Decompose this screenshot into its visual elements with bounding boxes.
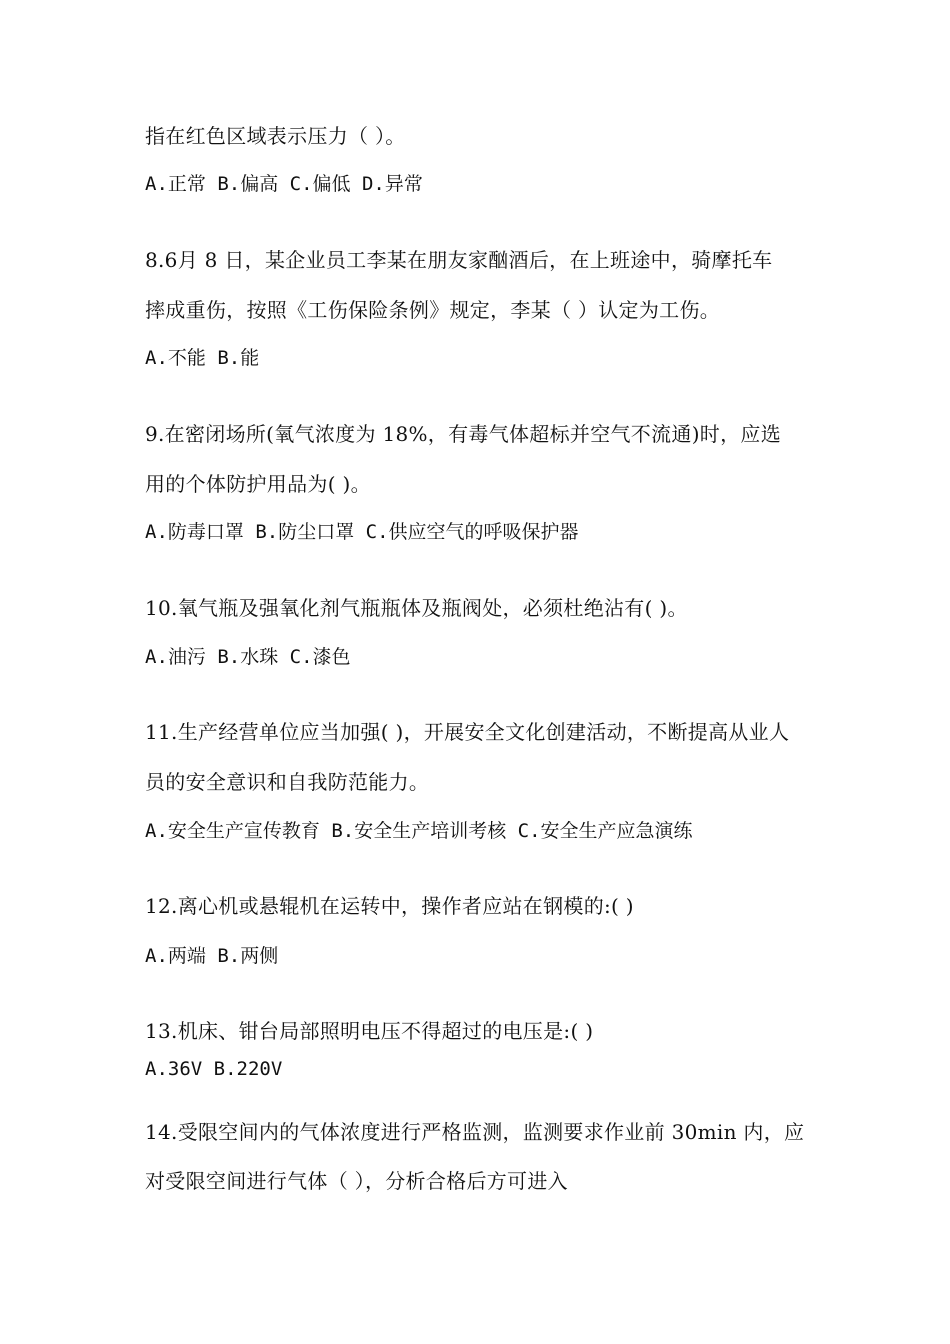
question-13-text: 13.机床、钳台局部照明电压不得超过的电压是:( ) (145, 1019, 594, 1043)
question-7-text-line-2: 指在红色区域表示压力（ ）。 (145, 124, 406, 148)
question-7-options: A.正常 B.偏高 C.偏低 D.异常 (145, 173, 423, 195)
question-11-text-line-1: 11.生产经营单位应当加强( )，开展安全文化创建活动，不断提高从业人 (145, 720, 790, 744)
question-11-text-line-2: 员的安全意识和自我防范能力。 (145, 770, 430, 794)
question-14-text-line-2: 对受限空间进行气体（ ），分析合格后方可进入 (145, 1169, 568, 1193)
question-8-text-line-1: 8.6月 8 日，某企业员工李某在朋友家酗酒后，在上班途中，骑摩托车 (145, 248, 773, 272)
question-13-options: A.36V B.220V (145, 1058, 283, 1080)
question-9-options: A.防毒口罩 B.防尘口罩 C.供应空气的呼吸保护器 (145, 521, 579, 543)
question-8-text-line-2: 摔成重伤，按照《工伤保险条例》规定，李某（ ）认定为工伤。 (145, 298, 721, 322)
question-10-text: 10.氧气瓶及强氧化剂气瓶瓶体及瓶阀处，必须杜绝沾有( )。 (145, 596, 688, 620)
question-11-options: A.安全生产宣传教育 B.安全生产培训考核 C.安全生产应急演练 (145, 820, 693, 842)
question-12-text: 12.离心机或悬辊机在运转中，操作者应站在钢模的:( ) (145, 894, 634, 918)
question-9-text-line-1: 9.在密闭场所(氧气浓度为 18%，有毒气体超标并空气不流通)时，应选 (145, 422, 781, 446)
question-14-text-line-1: 14.受限空间内的气体浓度进行严格监测，监测要求作业前 30min 内，应 (145, 1120, 805, 1144)
question-8-options: A.不能 B.能 (145, 347, 260, 369)
question-12-options: A.两端 B.两侧 (145, 945, 279, 967)
question-10-options: A.油污 B.水珠 C.漆色 (145, 646, 351, 668)
question-9-text-line-2: 用的个体防护用品为( )。 (145, 472, 371, 496)
